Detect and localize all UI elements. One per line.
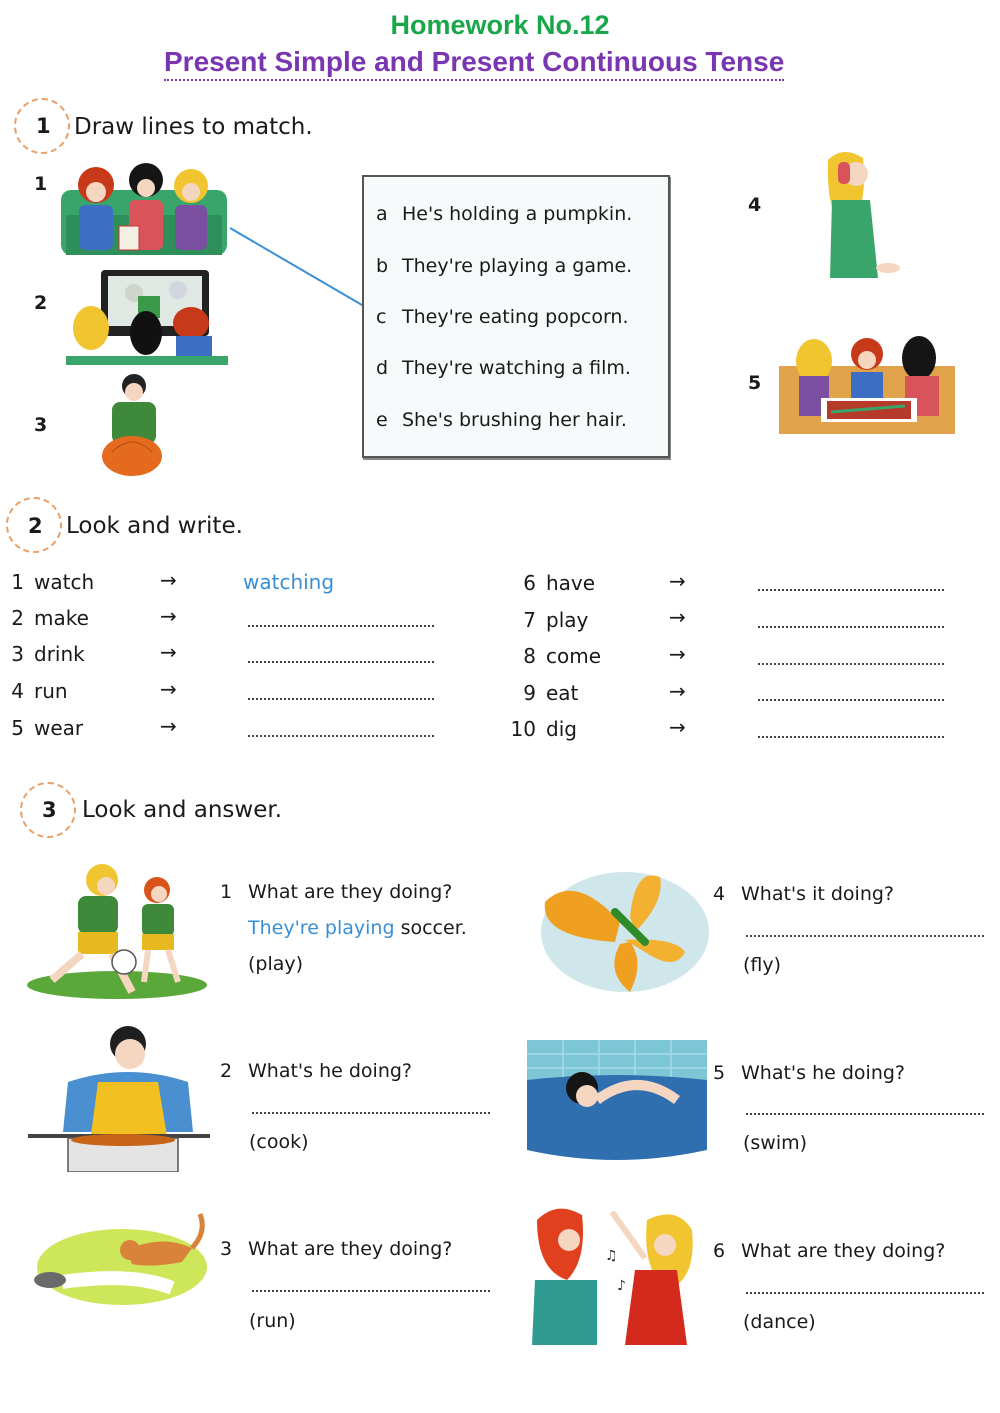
arrow-icon: → (160, 568, 177, 592)
word-row-7: 7 play (523, 608, 589, 632)
sentence-d: d They're watching a film. (376, 357, 631, 379)
answer-blank-5[interactable] (248, 735, 434, 737)
word-row-9: 9 eat (523, 681, 579, 705)
arrow-icon: → (160, 677, 177, 701)
hint-1: (play) (248, 953, 304, 975)
answer-blank-9[interactable] (758, 699, 944, 701)
arrow-icon: → (669, 715, 686, 739)
answer-blank-q6[interactable] (746, 1292, 984, 1294)
arrow-icon: → (669, 569, 686, 593)
section-3-instruction: Look and answer. (82, 797, 283, 823)
picture-3-pumpkin (96, 372, 168, 476)
svg-text:♫: ♫ (605, 1248, 618, 1264)
picture-dancing (527, 1200, 707, 1345)
word-row-4: 4 run (11, 679, 68, 703)
word-row-5: 5 wear (11, 716, 84, 740)
section-2-number: 2 (28, 514, 43, 538)
hint-6: (dance) (743, 1311, 816, 1333)
page-title: Homework No.12 (390, 10, 610, 40)
answer-blank-6[interactable] (758, 589, 944, 591)
picture-2-watching-tv (66, 268, 228, 366)
arrow-icon: → (160, 640, 177, 664)
picture-swimming (527, 1040, 707, 1170)
arrow-icon: → (669, 642, 686, 666)
question-4: 4 What's it doing? (713, 883, 895, 905)
answer-blank-q2[interactable] (252, 1112, 490, 1114)
answer-blank-8[interactable] (758, 663, 944, 665)
answer-blank-10[interactable] (758, 736, 944, 738)
word-row-1: 1 watch (11, 570, 95, 594)
answer-blank-q3[interactable] (252, 1290, 490, 1292)
picture-2-number: 2 (34, 292, 48, 314)
answer-blank-3[interactable] (248, 661, 434, 663)
hint-4: (fly) (743, 954, 782, 976)
question-3: 3 What are they doing? (220, 1238, 453, 1260)
word-row-8: 8 come (523, 644, 602, 668)
answer-blank-q5[interactable] (746, 1113, 984, 1115)
word-row-6: 6 have (523, 571, 596, 595)
arrow-icon: → (669, 679, 686, 703)
answer-blank-2[interactable] (248, 625, 434, 627)
section-3-number: 3 (42, 798, 57, 822)
sentence-b: b They're playing a game. (376, 255, 633, 277)
picture-butterfly (535, 862, 710, 1002)
picture-1-number: 1 (34, 173, 48, 195)
sentence-box (362, 175, 670, 458)
picture-1-popcorn (61, 160, 227, 255)
picture-4-number: 4 (748, 194, 762, 216)
picture-cat-and-mouse (32, 1212, 207, 1312)
question-6: 6 What are they doing? (713, 1240, 946, 1262)
picture-5-board-game (779, 336, 955, 434)
answer-1-example: They're playing soccer. (248, 917, 467, 939)
picture-5-number: 5 (748, 372, 762, 394)
word-row-10: 10 dig (510, 717, 577, 741)
hint-3: (run) (249, 1310, 296, 1332)
svg-text:♪: ♪ (617, 1278, 626, 1294)
answer-1: watching (243, 570, 335, 594)
section-1-instruction: Draw lines to match. (74, 114, 313, 140)
answer-blank-7[interactable] (758, 626, 944, 628)
picture-cooking (28, 1022, 210, 1172)
page-subtitle: Present Simple and Present Continuous Tense (164, 46, 784, 81)
arrow-icon: → (669, 605, 686, 629)
word-row-2: 2 make (11, 606, 89, 630)
section-2-instruction: Look and write. (66, 513, 243, 539)
arrow-icon: → (160, 604, 177, 628)
hint-5: (swim) (743, 1132, 808, 1154)
sentence-c: c They're eating popcorn. (376, 306, 629, 328)
question-2: 2 What's he doing? (220, 1060, 413, 1082)
picture-4-brushing-hair (818, 150, 902, 278)
picture-3-number: 3 (34, 414, 48, 436)
word-row-3: 3 drink (11, 642, 85, 666)
hint-2: (cook) (249, 1131, 309, 1153)
sentence-e: e She's brushing her hair. (376, 409, 627, 431)
match-line-1-to-c (228, 226, 378, 316)
picture-soccer (22, 860, 212, 1000)
sentence-a: a He's holding a pumpkin. (376, 203, 633, 225)
section-1-number: 1 (36, 114, 51, 138)
answer-blank-q4[interactable] (746, 935, 984, 937)
question-1: 1 What are they doing? (220, 881, 453, 903)
question-5: 5 What's he doing? (713, 1062, 906, 1084)
answer-blank-4[interactable] (248, 698, 434, 700)
arrow-icon: → (160, 714, 177, 738)
